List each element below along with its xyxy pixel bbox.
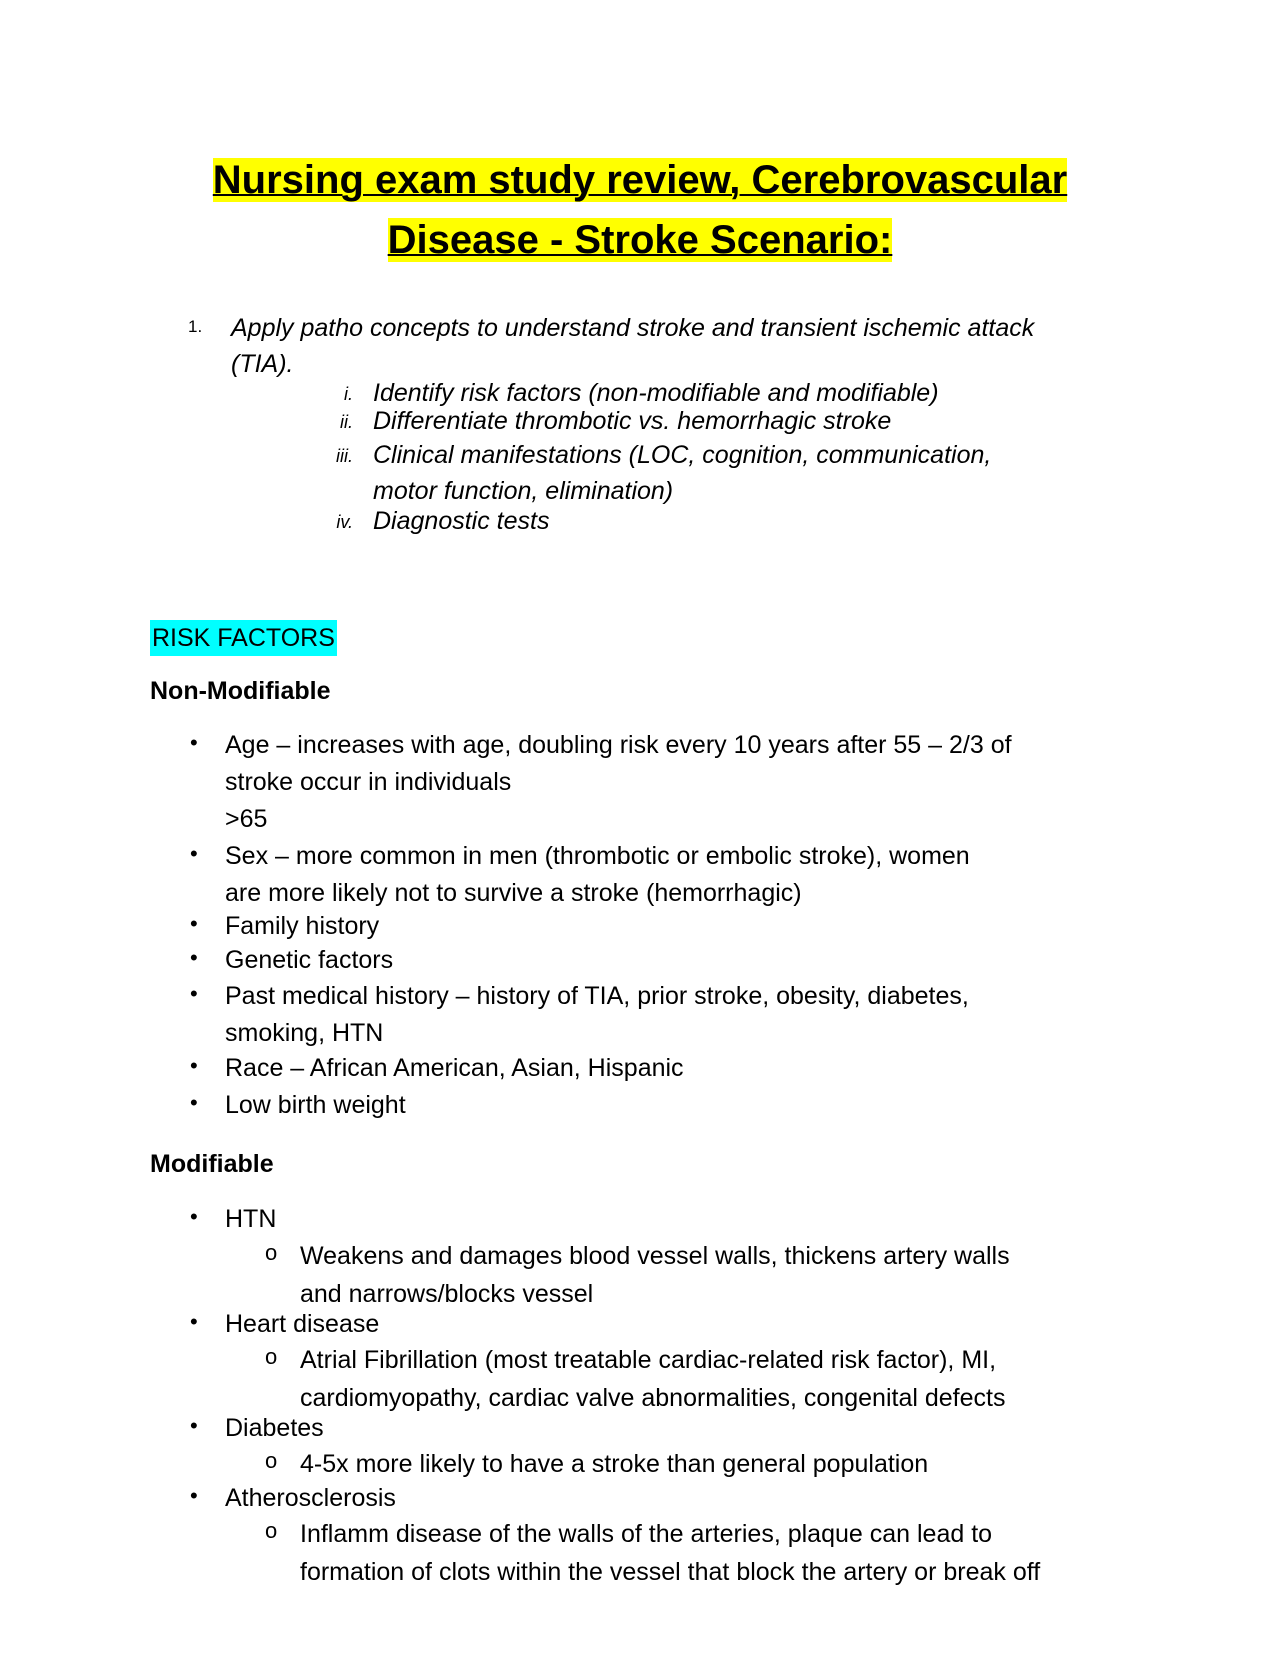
list-item-line: >65 [225,805,268,833]
modifiable-heading: Modifiable [150,1150,274,1178]
objective-line-2: (TIA). [231,350,294,378]
bullet-icon: • [190,1413,198,1438]
list-item-line: Sex – more common in men (thrombotic or embolic stroke), women [225,842,970,870]
subitem-number: iv. [336,512,353,532]
list-item [225,1087,1105,1124]
subitem-text: Identify risk factors (non-modifiable and modifiable) [373,379,939,407]
list-item [225,1201,1105,1238]
list-item-line: Past medical history – history of TIA, prior stroke, obesity, diabetes, [225,982,969,1010]
bullet-icon: • [190,981,198,1006]
list-item-label: Heart disease [225,1310,380,1338]
subitem-text: Clinical manifestations (LOC, cognition, communication, [373,441,992,469]
bullet-icon: • [190,911,198,936]
objective-line-1: Apply patho concepts to understand stroke and transient ischemic attack [231,314,1035,342]
objective-number: 1. [188,317,203,336]
list-item [225,942,1105,979]
page-title [150,150,1130,270]
subitem-number: iii. [336,446,353,466]
sub-bullet-icon: o [265,1344,278,1369]
objective-text [231,310,1111,382]
sub-list-item-line: and narrows/blocks vessel [300,1280,594,1308]
sub-list-item [300,1445,1130,1483]
list-item-label: Atherosclerosis [225,1484,396,1512]
sub-list-item [300,1341,1130,1417]
list-item-label: Diabetes [225,1414,324,1442]
list-item-line: Age – increases with age, doubling risk every 10 years after 55 – 2/3 of [225,731,1012,759]
bullet-icon: • [190,1204,198,1229]
subitem-text: Differentiate thrombotic vs. hemorrhagic stroke [373,407,892,435]
sub-list-item-line: cardiomyopathy, cardiac valve abnormalities, congenital defects [300,1384,1006,1412]
sub-bullet-icon: o [265,1448,278,1473]
bullet-icon: • [190,841,198,866]
sub-list-item [300,1515,1130,1591]
bullet-icon: • [190,1309,198,1334]
sub-list-item-line: formation of clots within the vessel that block the artery or break off [300,1558,1041,1586]
sub-list-item-line: Atrial Fibrillation (most treatable cardiac-related risk factor), MI, [300,1346,997,1374]
list-item-line: Race – African American, Asian, Hispanic [225,1054,684,1082]
list-item-line: are more likely not to survive a stroke (hemorrhagic) [225,879,802,907]
list-item [225,978,1105,1052]
non-modifiable-heading: Non-Modifiable [150,677,331,705]
title-line-2: Disease - Stroke Scenario: [387,218,893,262]
sub-list-item [300,1237,1130,1313]
sub-list-item-line: Inflamm disease of the walls of the arteries, plaque can lead to [300,1520,993,1548]
title-line-1: Nursing exam study review, Cerebrovascular [212,158,1068,202]
bullet-icon: • [190,1090,198,1115]
risk-factors-label: RISK FACTORS [150,620,337,656]
bullet-icon: • [190,730,198,755]
list-item-line: Family history [225,912,380,940]
list-item [225,1410,1105,1447]
sub-list-item-line: 4-5x more likely to have a stroke than general population [300,1450,929,1478]
list-item [225,838,1105,912]
list-item-line: Genetic factors [225,946,394,974]
list-item-label: HTN [225,1205,277,1233]
list-item-line: smoking, HTN [225,1019,384,1047]
sub-list-item-line: Weakens and damages blood vessel walls, thickens artery walls [300,1242,1010,1270]
list-item [225,1480,1105,1517]
bullet-icon: • [190,1483,198,1508]
subitem-number: i. [344,384,353,404]
list-item-line: Low birth weight [225,1091,406,1119]
sub-bullet-icon: o [265,1518,278,1543]
subitem-text-continued: motor function, elimination) [373,477,674,505]
list-item [225,1306,1105,1343]
list-item [225,727,1105,838]
list-item [225,1050,1105,1087]
list-item [225,908,1105,945]
subitem-text: Diagnostic tests [373,507,550,535]
subitem-number: ii. [340,412,353,432]
sub-bullet-icon: o [265,1240,278,1265]
list-item-line: stroke occur in individuals [225,768,512,796]
bullet-icon: • [190,945,198,970]
bullet-icon: • [190,1053,198,1078]
